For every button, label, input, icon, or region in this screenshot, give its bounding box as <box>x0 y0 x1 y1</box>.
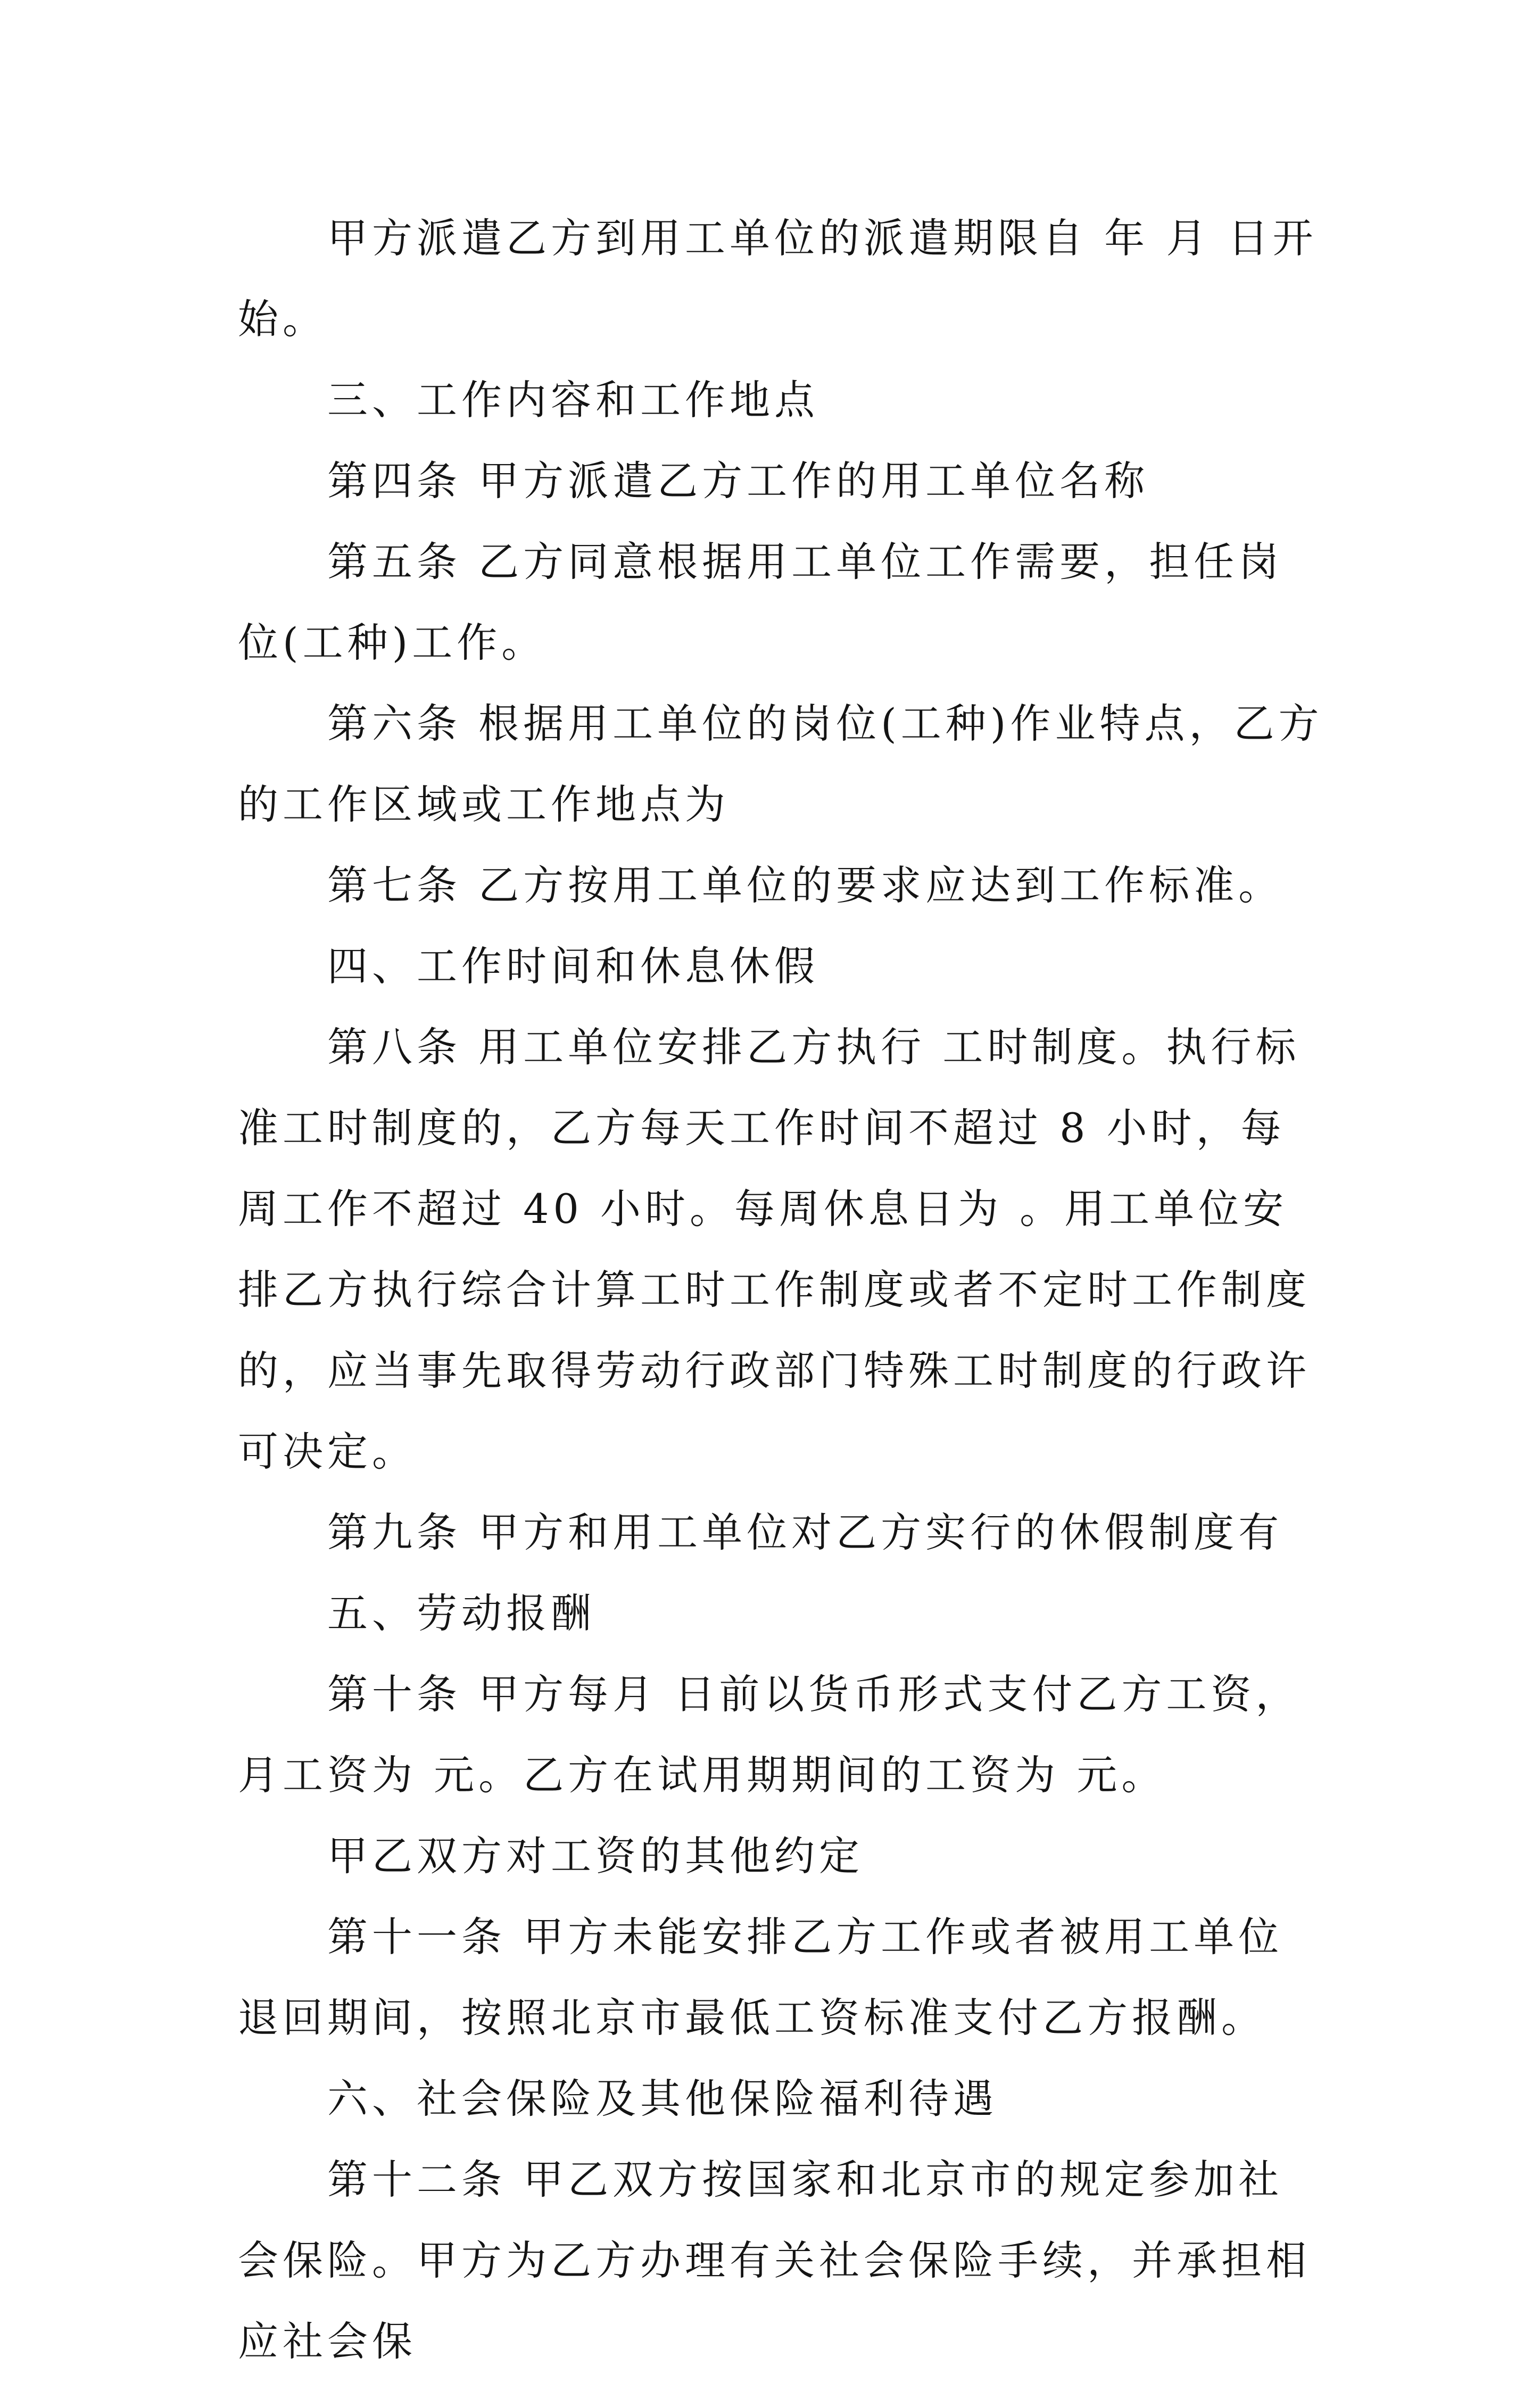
paragraph-other-wage-terms: 甲乙双方对工资的其他约定 <box>327 1832 864 1880</box>
article-4: 第四条 甲方派遣乙方工作的用工单位名称 <box>327 457 1149 504</box>
article-9: 第九条 甲方和用工单位对乙方实行的休假制度有 <box>327 1509 1284 1556</box>
article-6: 第六条 根据用工单位的岗位(工种)作业特点，乙方的工作区域或工作地点为 <box>238 700 1323 828</box>
section-heading-work-content: 三、工作内容和工作地点 <box>327 376 819 424</box>
article-10: 第十条 甲方每月 日前以货币形式支付乙方工资，月工资为 元。乙方在试用期期间的工资为 元。 <box>238 1670 1301 1799</box>
article-8: 第八条 用工单位安排乙方执行 工时制度。执行标准工时制度的，乙方每天工作时间不超过 8 小时，每周工作不超过 40 小时。每周休息日为 。用工单位安排乙方执行综合计算工时工作制度或者不定时工作制度的，应当事先取得劳动行政部门特殊工时制度的行政许可决定。 <box>238 1023 1311 1475</box>
section-heading-social-insurance: 六、社会保险及其他保险福利待遇 <box>327 2075 998 2122</box>
section-heading-work-hours: 四、工作时间和休息休假 <box>327 942 819 990</box>
article-12: 第十二条 甲乙双方按国家和北京市的规定参加社会保险。甲方为乙方办理有关社会保险手续，并承担相应社会保 <box>238 2156 1311 2365</box>
paragraph-dispatch-period: 甲方派遣乙方到用工单位的派遣期限自 年 月 日开始。 <box>238 214 1318 343</box>
article-5: 第五条 乙方同意根据用工单位工作需要，担任岗位(工种)工作。 <box>238 538 1284 666</box>
document-body <box>238 198 1323 2382</box>
article-7: 第七条 乙方按用工单位的要求应达到工作标准。 <box>327 862 1284 909</box>
article-11: 第十一条 甲方未能安排乙方工作或者被用工单位退回期间，按照北京市最低工资标准支付乙方报酬。 <box>238 1913 1284 2041</box>
section-heading-remuneration: 五、劳动报酬 <box>327 1590 595 1637</box>
